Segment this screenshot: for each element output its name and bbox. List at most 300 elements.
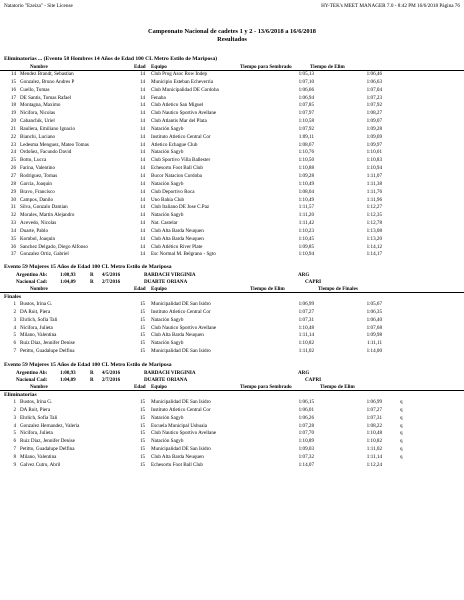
event-58-rows	[0, 71, 464, 259]
finals-subheading: Finales	[4, 294, 22, 300]
team-cell: Natación Sagyb	[151, 180, 184, 187]
seed-time-cell: 1:10,45	[298, 235, 314, 242]
col-final: Tiempo de Finales	[318, 286, 358, 292]
record-holder: BARDACH VIRGINIA	[144, 370, 196, 376]
swimmer-name-cell: Ruiz Diaz, Jennifer Denise	[20, 340, 75, 347]
team-cell: Echesortu Foot Ball Club	[151, 461, 203, 468]
age-cell: 14	[140, 212, 146, 219]
seed-time-cell: 1:06,01	[298, 406, 314, 413]
place-cell: 32	[10, 212, 16, 219]
team-cell: Instituto Atletico Central Cor	[151, 133, 211, 140]
seed-time-cell: 1:11,14	[298, 332, 314, 339]
result-row	[0, 446, 464, 454]
record-date: 4/5/2016	[102, 370, 121, 376]
place-cell: 6	[13, 438, 16, 445]
result-time-cell: 1:07,23	[366, 94, 382, 101]
result-row	[0, 149, 464, 157]
age-cell: 14	[140, 125, 146, 132]
col-age: Edad	[134, 64, 146, 70]
swimmer-name-cell: DE Santis, Tomas Rafael	[20, 94, 72, 101]
swimmer-name-cell: Gonzalez Hernandez, Valeria	[20, 422, 80, 429]
seed-time-cell: 1:10,89	[298, 438, 314, 445]
seed-time-cell: 1:07,97	[298, 110, 314, 117]
team-cell: Nat. Castelar	[151, 220, 178, 227]
seed-time-cell: 1:10,76	[298, 149, 314, 156]
age-cell: 14	[140, 86, 146, 93]
result-time-cell: 1:14,00	[366, 348, 382, 355]
team-cell: Esc Normal M. Belgrano - Sgto	[151, 251, 216, 258]
col-team: Equipo	[151, 384, 167, 390]
swimmer-name-cell: Silva, Gonzalo Damian	[20, 204, 68, 211]
seed-time-cell: 1:06,26	[298, 414, 314, 421]
age-cell: 14	[140, 251, 146, 258]
seed-time-cell: 1:09,03	[298, 446, 314, 453]
swimmer-name-cell: Milano, Valentina	[20, 453, 57, 460]
record-time: 1:04,09	[60, 377, 76, 383]
record-r: R	[90, 272, 94, 278]
result-row	[0, 228, 464, 236]
result-time-cell: 1:11,76	[366, 188, 382, 195]
record-date: 2/7/2016	[102, 279, 121, 285]
place-cell: 15	[10, 78, 16, 85]
qualifier-cell: q	[400, 414, 403, 421]
col-team: Equipo	[151, 286, 167, 292]
qualifier-cell: q	[400, 446, 403, 453]
result-time-cell: 1:10,48	[366, 430, 382, 437]
place-cell: 6	[13, 340, 16, 347]
team-cell: Club Municipalidad DE Cordoba	[151, 86, 219, 93]
team-cell: Bucor Natacion Cordoba	[151, 172, 202, 179]
swimmer-name-cell: Galvez Cutro, Abril	[20, 461, 61, 468]
team-cell: Fenaba	[151, 94, 166, 101]
result-time-cell: 1:08,27	[366, 110, 382, 117]
result-row	[0, 462, 464, 470]
swimmer-name-cell: Milano, Valentina	[20, 332, 57, 339]
age-cell: 14	[140, 157, 146, 164]
col-seed: Tiempo para Sembrado	[240, 64, 292, 70]
result-row	[0, 126, 464, 134]
team-cell: Natación Sagyb	[151, 149, 184, 156]
age-cell: 14	[140, 110, 146, 117]
swimmer-name-cell: Acevedo, Nicolas	[20, 220, 57, 227]
result-row	[0, 244, 464, 252]
result-row	[0, 134, 464, 142]
result-time-cell: 1:10,01	[366, 149, 382, 156]
record-argentino	[0, 370, 464, 377]
age-cell: 14	[140, 243, 146, 250]
result-row	[0, 236, 464, 244]
place-cell: 31	[10, 204, 16, 211]
seed-time-cell: 1:06,94	[298, 94, 314, 101]
swimmer-name-cell: Morales, Martin Alejandro	[20, 212, 75, 219]
place-cell: 33	[10, 220, 16, 227]
age-cell: 14	[140, 235, 146, 242]
event-58-title: Eliminatorias ... (Evento 58 Hombres 14 Años de Edad 100 CL Metro Estilo de Mariposa)	[4, 56, 218, 62]
seed-time-cell: 1:05,13	[298, 71, 314, 77]
seed-time-cell: 1:06,99	[298, 301, 314, 307]
col-seed: Tiempo para Sembrado	[240, 384, 292, 390]
place-cell: 16	[10, 86, 16, 93]
site-license: Natatorio "Ezeiza" - Site License	[4, 3, 73, 9]
seed-time-cell: 1:06,15	[298, 399, 314, 405]
result-row	[0, 95, 464, 103]
age-cell: 15	[140, 414, 146, 421]
age-cell: 14	[140, 172, 146, 179]
team-cell: Municipio Esteban Echeverria	[151, 78, 213, 85]
seed-time-cell: 1:10,50	[298, 157, 314, 164]
age-cell: 14	[140, 220, 146, 227]
record-date: 2/7/2016	[102, 377, 121, 383]
software-stamp: HY-TEK's MEET MANAGER 7.0 - 8:42 PM 16/6/2018 Página 76	[321, 3, 460, 9]
result-time-cell: 1:09,28	[366, 125, 382, 132]
record-holder: DUARTE ORIANA	[144, 377, 188, 383]
swimmer-name-cell: Mendez Brandt, Sebastian	[20, 71, 74, 77]
record-r: R	[90, 377, 94, 383]
record-org: ARG	[298, 370, 310, 376]
result-time-cell: 1:11,96	[366, 196, 382, 203]
place-cell: 19	[10, 110, 16, 117]
swimmer-name-cell: Nicifora, Julieta	[20, 324, 53, 331]
result-row	[0, 165, 464, 173]
result-row	[0, 197, 464, 205]
record-r: R	[90, 370, 94, 376]
swimmer-name-cell: Botto, Lucca	[20, 157, 47, 164]
team-cell: Municipalidad DE San Isidro	[151, 348, 211, 355]
record-r: R	[90, 279, 94, 285]
seed-time-cell: 1:07,28	[298, 422, 314, 429]
result-time-cell: 1:08,22	[366, 422, 382, 429]
qualifier-cell: q	[400, 406, 403, 413]
results-title: Resultados	[217, 36, 247, 43]
swimmer-name-cell: Farina, Valentino	[20, 165, 55, 172]
age-cell: 15	[140, 461, 146, 468]
result-time-cell: 1:09,07	[366, 118, 382, 125]
result-time-cell: 1:06,63	[366, 78, 382, 85]
col-age: Edad	[134, 286, 146, 292]
place-cell: 9	[13, 461, 16, 468]
age-cell: 15	[140, 316, 146, 323]
record-label: Argentino Ab:	[16, 272, 48, 278]
team-cell: Natación Sagyb	[151, 212, 184, 219]
result-time-cell: 1:13,20	[366, 235, 382, 242]
event-58-column-header	[0, 64, 464, 71]
team-cell: Club Alta Barda Neuquen	[151, 235, 204, 242]
seed-time-cell: 1:10,88	[298, 165, 314, 172]
record-org: ARG	[298, 272, 310, 278]
result-time-cell: 1:10,82	[366, 438, 382, 445]
result-time-cell: 1:11,38	[366, 180, 382, 187]
result-row	[0, 173, 464, 181]
result-time-cell: 1:07,68	[366, 324, 382, 331]
place-cell: 22	[10, 133, 16, 140]
seed-time-cell: 1:11,57	[298, 204, 314, 211]
swimmer-name-cell: Bustos, Irina G.	[20, 399, 53, 405]
team-cell: Natación Sagyb	[151, 438, 184, 445]
result-time-cell: 1:06,35	[366, 308, 382, 315]
age-cell: 15	[140, 422, 146, 429]
col-seed: Tiempo de Elim	[250, 286, 285, 292]
qualifier-cell: q	[400, 453, 403, 460]
team-cell: Natación Sagyb	[151, 125, 184, 132]
team-cell: Club Nautico Sportivo Avellane	[151, 430, 217, 437]
col-final: Tiempo de Elim	[310, 64, 345, 70]
col-final: Tiempo de Elim	[320, 384, 355, 390]
result-time-cell: 1:11,02	[366, 446, 382, 453]
age-cell: 15	[140, 308, 146, 315]
seed-time-cell: 1:06,66	[298, 86, 314, 93]
age-cell: 14	[140, 71, 146, 77]
team-cell: Atletico Echague Club	[151, 141, 198, 148]
place-cell: 1	[13, 301, 16, 307]
result-time-cell: 1:07,04	[366, 86, 382, 93]
result-row	[0, 251, 464, 259]
team-cell: Natación Sagyb	[151, 340, 184, 347]
result-time-cell: 1:09,98	[366, 332, 382, 339]
seed-time-cell: 1:07,27	[298, 308, 314, 315]
place-cell: 3	[13, 316, 16, 323]
age-cell: 15	[140, 399, 146, 405]
record-label: Argentino Ab:	[16, 370, 48, 376]
seed-time-cell: 1:11,42	[298, 220, 314, 227]
seed-time-cell: 1:14,07	[298, 461, 314, 468]
age-cell: 15	[140, 430, 146, 437]
record-argentino	[0, 272, 464, 279]
seed-time-cell: 1:10,49	[298, 180, 314, 187]
result-row	[0, 340, 464, 348]
team-cell: Uno Bahía Club	[151, 196, 185, 203]
result-time-cell: 1:11,14	[366, 453, 382, 460]
seed-time-cell: 1:09,28	[298, 172, 314, 179]
swimmer-name-cell: Nicifora, Nicolas	[20, 110, 56, 117]
swimmer-name-cell: Rauliera, Emiliano Ignacio	[20, 125, 76, 132]
col-team: Equipo	[151, 64, 167, 70]
place-cell: 23	[10, 141, 16, 148]
swimmer-name-cell: Sanchez Delgado, Diego Alfonso	[20, 243, 88, 250]
result-time-cell: 1:12,78	[366, 220, 382, 227]
place-cell: 2	[13, 308, 16, 315]
result-row	[0, 325, 464, 333]
result-row	[0, 317, 464, 325]
record-org: CAPRI	[305, 279, 322, 285]
result-row	[0, 348, 464, 356]
result-row	[0, 399, 464, 407]
age-cell: 15	[140, 340, 146, 347]
age-cell: 15	[140, 301, 146, 307]
result-time-cell: 1:07,31	[366, 414, 382, 421]
event-59-finals-title: Evento 59 Mujeres 15 Años de Edad 100 CL Metro Estilo de Mariposa	[4, 264, 172, 270]
place-cell: 20	[10, 118, 16, 125]
result-row	[0, 87, 464, 95]
qualifier-cell: q	[400, 438, 403, 445]
swimmer-name-cell: Gonzalez Ortiz, Gabriel	[20, 251, 69, 258]
age-cell: 15	[140, 332, 146, 339]
seed-time-cell: 1:07,92	[298, 125, 314, 132]
swimmer-name-cell: Garcia, Joaquin	[20, 180, 52, 187]
place-cell: 14	[10, 71, 16, 77]
place-cell: 1	[13, 399, 16, 405]
team-cell: Natación Sagyb	[151, 414, 184, 421]
age-cell: 15	[140, 446, 146, 453]
result-time-cell: 1:13,08	[366, 227, 382, 234]
result-row	[0, 301, 464, 309]
team-cell: Club Nautico Sportivo Avellane	[151, 324, 217, 331]
team-cell: Instituto Atletico Central Cor	[151, 308, 211, 315]
age-cell: 14	[140, 227, 146, 234]
place-cell: 30	[10, 196, 16, 203]
swimmer-name-cell: Campos, Danilo	[20, 196, 54, 203]
result-time-cell: 1:09,69	[366, 133, 382, 140]
team-cell: Club Alta Barda Neuquen	[151, 453, 204, 460]
place-cell: 7	[13, 348, 16, 355]
swimmer-name-cell: Petitto, Guadalupe Delfina	[20, 348, 75, 355]
swimmer-name-cell: Ehrlich, Sofia Tali	[20, 316, 58, 323]
result-time-cell: 1:14,12	[366, 243, 382, 250]
age-cell: 15	[140, 324, 146, 331]
age-cell: 14	[140, 118, 146, 125]
result-time-cell: 1:12,27	[366, 204, 382, 211]
result-time-cell: 1:06,46	[366, 71, 382, 77]
result-row	[0, 309, 464, 317]
col-name: Nombre	[30, 64, 48, 70]
place-cell: 25	[10, 157, 16, 164]
seed-time-cell: 1:11,20	[298, 212, 314, 219]
place-cell: 26	[10, 165, 16, 172]
age-cell: 14	[140, 165, 146, 172]
seed-time-cell: 1:07,10	[298, 78, 314, 85]
place-cell: 4	[13, 422, 16, 429]
record-date: 4/5/2016	[102, 272, 121, 278]
result-time-cell: 1:06,99	[366, 399, 382, 405]
place-cell: 2	[13, 406, 16, 413]
record-nacional	[0, 377, 464, 384]
place-cell: 5	[13, 332, 16, 339]
place-cell: 21	[10, 125, 16, 132]
age-cell: 14	[140, 141, 146, 148]
team-cell: Municipalidad DE San Isidro	[151, 301, 211, 307]
record-time: 1:00,93	[60, 370, 76, 376]
prelims-subheading: Eliminatorias	[4, 392, 37, 398]
result-row	[0, 220, 464, 228]
team-cell: Club Alta Barda Neuquen	[151, 227, 204, 234]
age-cell: 14	[140, 204, 146, 211]
place-cell: 36	[10, 243, 16, 250]
seed-time-cell: 1:10,94	[298, 251, 314, 258]
place-cell: 3	[13, 414, 16, 421]
team-cell: Club Atlantis Mar del Plata	[151, 118, 207, 125]
team-cell: Club Deportivo Roca	[151, 188, 195, 195]
seed-time-cell: 1:08,04	[298, 188, 314, 195]
swimmer-name-cell: DA Roit, Piera	[20, 308, 51, 315]
col-name: Nombre	[30, 384, 48, 390]
result-row	[0, 407, 464, 415]
swimmer-name-cell: Ledesma Menguez, Mateo Tomas	[20, 141, 89, 148]
result-row	[0, 454, 464, 462]
swimmer-name-cell: Petitto, Guadalupe Delfina	[20, 446, 75, 453]
place-cell: 34	[10, 227, 16, 234]
swimmer-name-cell: DA Roit, Piera	[20, 406, 51, 413]
record-holder: BARDACH VIRGINIA	[144, 272, 196, 278]
qualifier-cell: q	[400, 422, 403, 429]
age-cell: 15	[140, 453, 146, 460]
event-59-finals-column-header	[0, 286, 464, 293]
team-cell: Club Sportivo Villa Ballester	[151, 157, 211, 164]
place-cell: 29	[10, 188, 16, 195]
result-row	[0, 438, 464, 446]
meet-title: Campeonato Nacional de cadetes 1 y 2 - 13/6/2018 a 16/6/2018	[148, 28, 316, 35]
result-row	[0, 142, 464, 150]
age-cell: 14	[140, 133, 146, 140]
seed-time-cell: 1:10,49	[298, 196, 314, 203]
age-cell: 15	[140, 406, 146, 413]
age-cell: 14	[140, 78, 146, 85]
swimmer-name-cell: Bianchi, Luciano	[20, 133, 56, 140]
result-time-cell: 1:07,27	[366, 406, 382, 413]
age-cell: 15	[140, 348, 146, 355]
record-org: CAPRI	[305, 377, 322, 383]
result-time-cell: 1:12,24	[366, 461, 382, 468]
team-cell: Club Nautico Sportivo Avellane	[151, 110, 217, 117]
seed-time-cell: 1:10,23	[298, 227, 314, 234]
event-59-prelims-title: Evento 59 Mujeres 15 Años de Edad 100 CL Metro Estilo de Mariposa	[4, 362, 172, 368]
place-cell: 4	[13, 324, 16, 331]
seed-time-cell: 1:09,11	[298, 133, 314, 140]
place-cell: 8	[13, 453, 16, 460]
age-cell: 14	[140, 102, 146, 109]
age-cell: 14	[140, 94, 146, 101]
age-cell: 14	[140, 196, 146, 203]
seed-time-cell: 1:09,85	[298, 243, 314, 250]
team-cell: Club Atletico San Miguel	[151, 102, 204, 109]
record-label: Nacional Cad:	[16, 279, 48, 285]
team-cell: Echesortu Foot Ball Club	[151, 165, 203, 172]
event-59-finals-rows	[0, 301, 464, 356]
place-cell: 7	[13, 446, 16, 453]
seed-time-cell: 1:07,32	[298, 453, 314, 460]
swimmer-name-cell: Nicifora, Julieta	[20, 430, 53, 437]
event-59-prelims-rows	[0, 399, 464, 470]
result-row	[0, 118, 464, 126]
result-row	[0, 189, 464, 197]
page-header	[4, 3, 460, 10]
result-row	[0, 423, 464, 431]
swimmer-name-cell: Montagna, Maximo	[20, 102, 61, 109]
team-cell: Natación Sagyb	[151, 316, 184, 323]
result-time-cell: 1:12,35	[366, 212, 382, 219]
swimmer-name-cell: Bustos, Irina G.	[20, 301, 53, 307]
swimmer-name-cell: Gonzalez, Bruno Andres P	[20, 78, 75, 85]
result-row	[0, 212, 464, 220]
result-time-cell: 1:10,94	[366, 165, 382, 172]
result-row	[0, 71, 464, 79]
team-cell: Club Atlético River Plate	[151, 243, 203, 250]
col-age: Edad	[134, 384, 146, 390]
record-label: Nacional Cad:	[16, 377, 48, 383]
record-time: 1:04,09	[60, 279, 76, 285]
result-time-cell: 1:14,17	[366, 251, 382, 258]
age-cell: 15	[140, 438, 146, 445]
result-time-cell: 1:06,40	[366, 316, 382, 323]
team-cell: Municipalidad DE San Isidro	[151, 446, 211, 453]
swimmer-name-cell: Ruiz Diaz, Jennifer Denise	[20, 438, 75, 445]
place-cell: 35	[10, 235, 16, 242]
place-cell: 37	[10, 251, 16, 258]
result-time-cell: 1:11,11	[366, 340, 382, 347]
result-row	[0, 204, 464, 212]
seed-time-cell: 1:10,58	[298, 118, 314, 125]
swimmer-name-cell: Ordoñez, Facundo David	[20, 149, 72, 156]
qualifier-cell: q	[400, 399, 403, 405]
place-cell: 18	[10, 102, 16, 109]
